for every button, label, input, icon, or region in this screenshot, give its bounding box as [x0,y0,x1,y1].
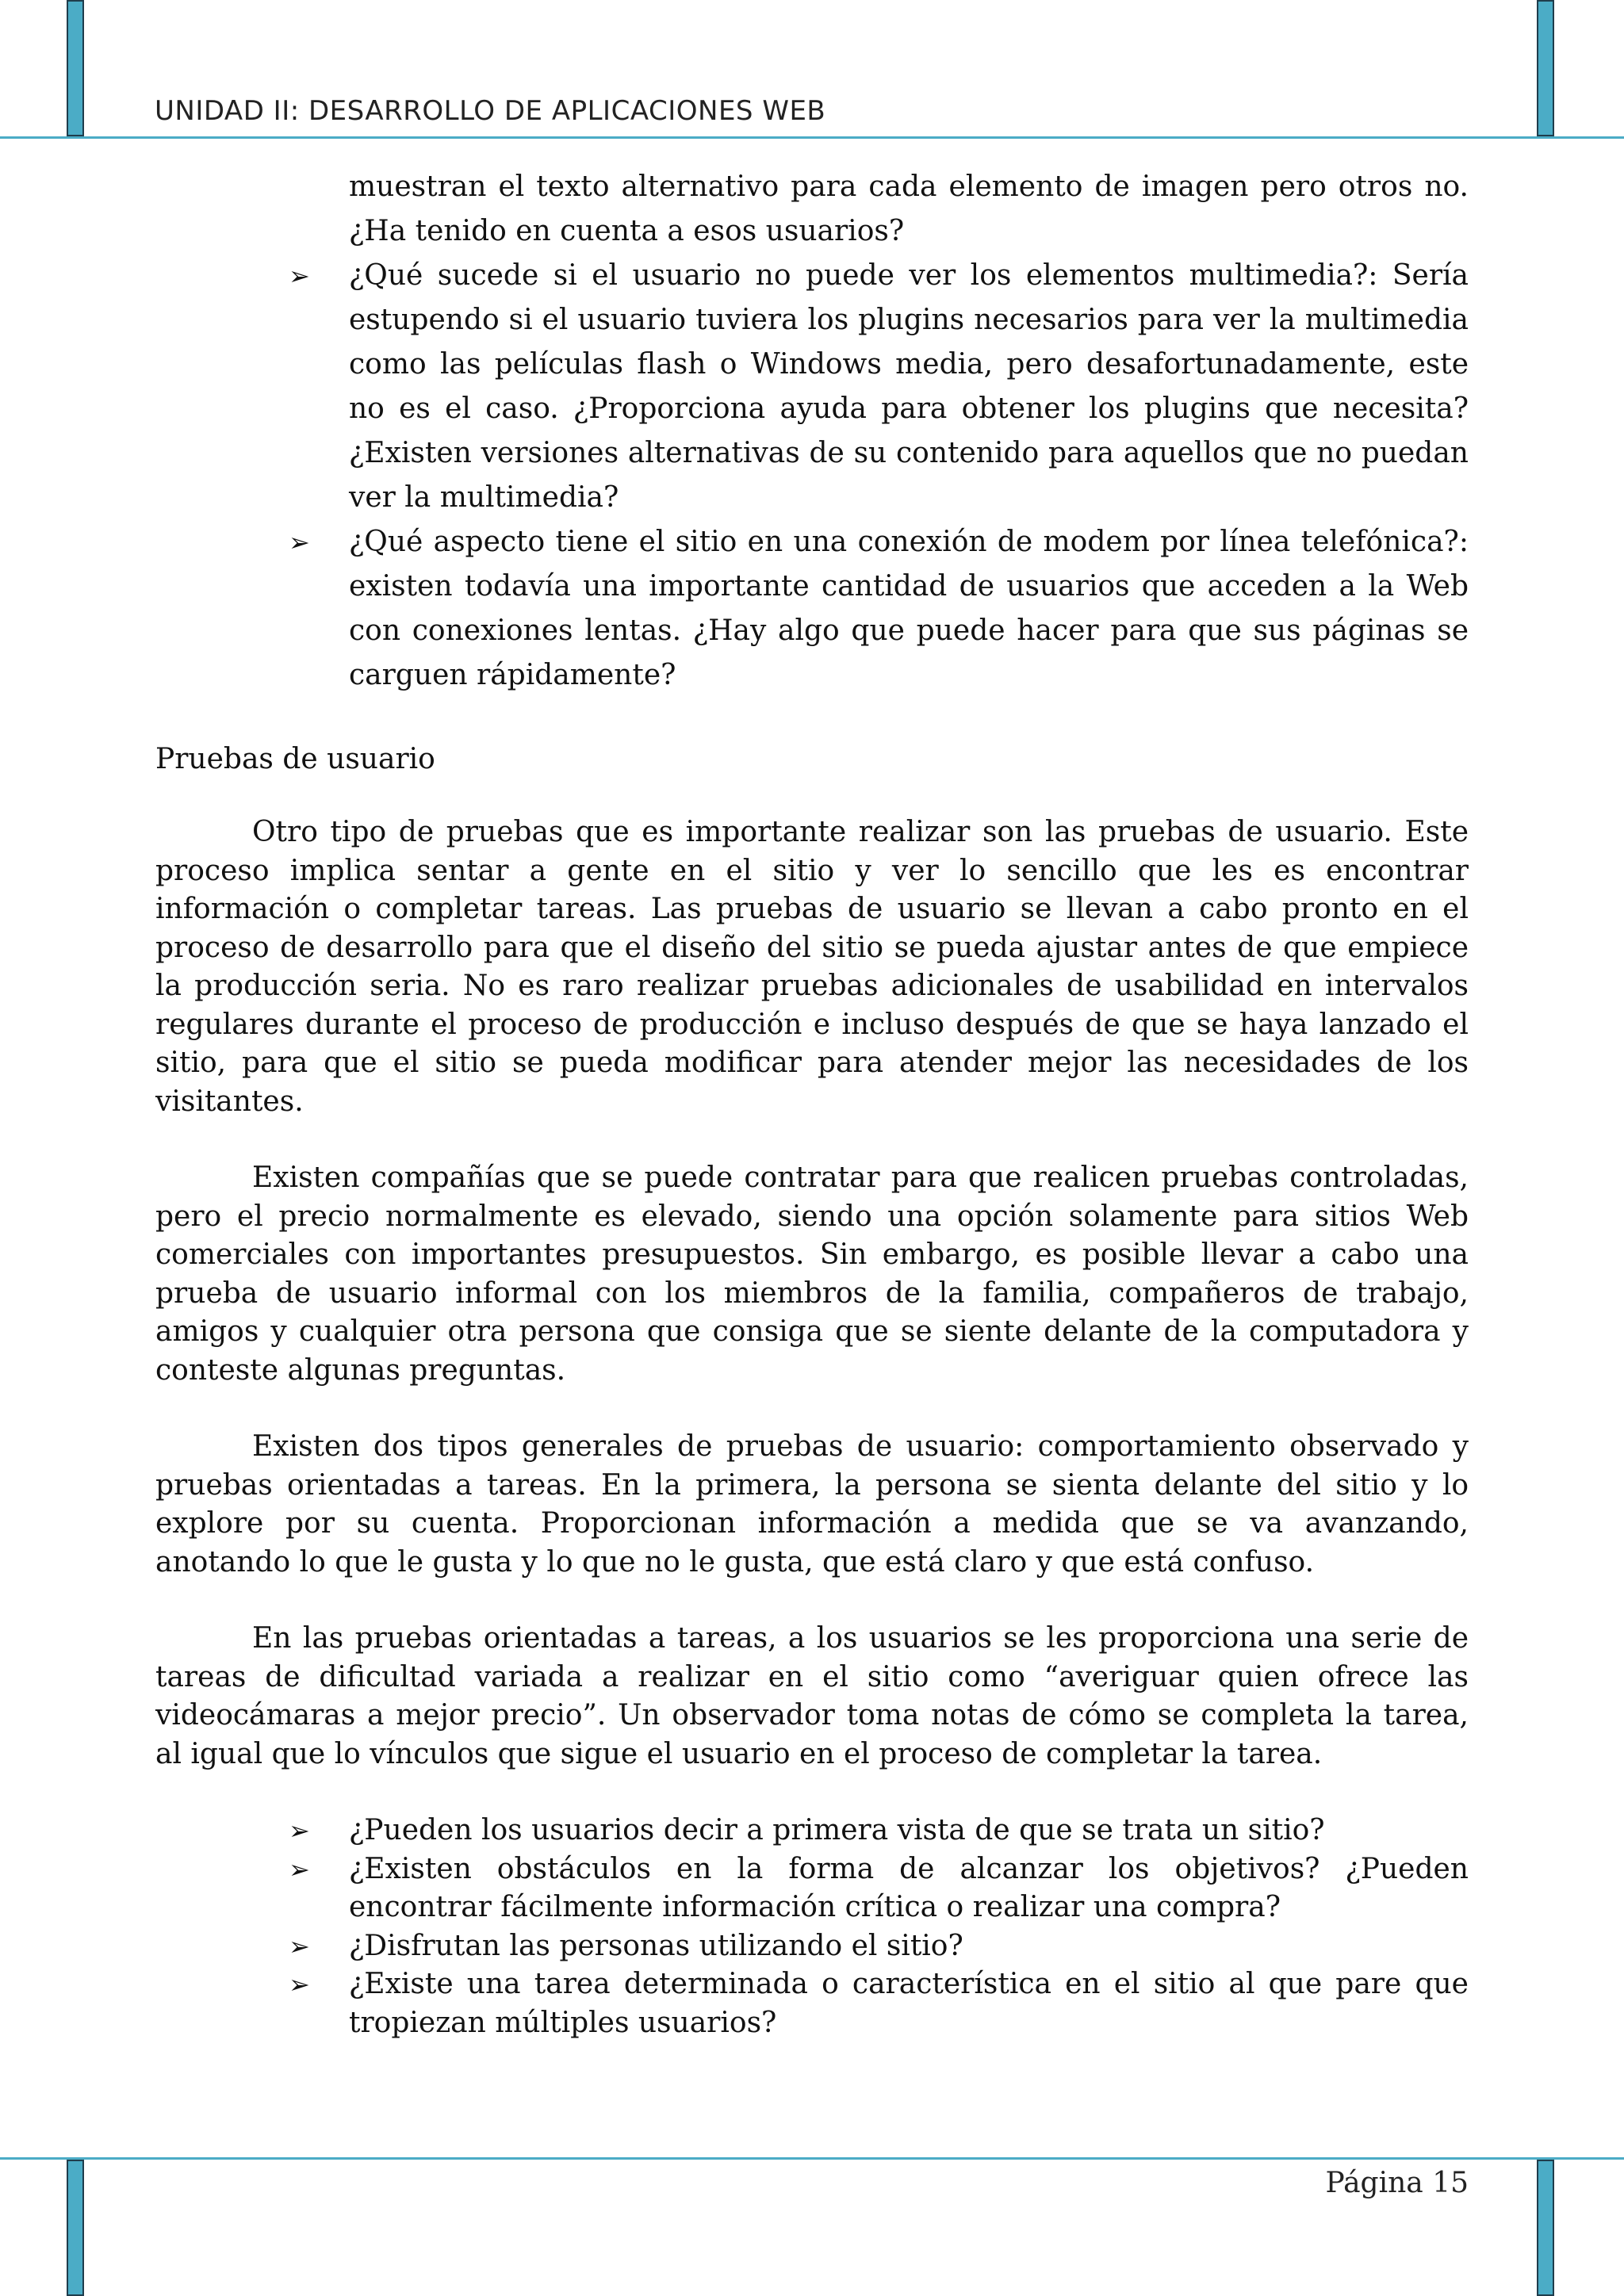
list-item-text: ¿Qué aspecto tiene el sitio en una conexión de modem por línea telefónica?: existen todavía una importante cantidad de usuarios que acceden a la Web con conexiones lentas. ¿Hay algo que puede hacer para que sus páginas se carguen rápidamente? [349,526,1469,691]
list-item-text: ¿Existen obstáculos en la forma de alcanzar los objetivos? ¿Pueden encontrar fácilmente información crítica o realizar una compra? [349,1852,1469,1923]
list-item-text: muestran el texto alternativo para cada elemento de imagen pero otros no. ¿Ha tenido en cuenta a esos usuarios? [349,170,1469,247]
list-item [155,165,1469,254]
arrow-bullet-icon: ➢ [289,261,310,291]
bullet-list-bottom [155,1812,1469,2042]
page-number: Página 15 [1325,2167,1469,2199]
list-item [155,1965,1469,2042]
footer-right-bar [1537,2160,1554,2296]
list-item [155,520,1469,698]
arrow-bullet-icon: ➢ [289,1931,310,1961]
list-item [155,254,1469,520]
list-item [155,1927,1469,1966]
footer-left-bar [67,2160,84,2296]
list-item [155,1850,1469,1927]
header-title: UNIDAD II: DESARROLLO DE APLICACIONES WEB [155,95,826,127]
list-item-text: ¿Existe una tarea determinada o característica en el sitio al que pare que tropiezan múltiples usuarios? [349,1968,1469,2039]
bullet-list-top [155,165,1469,698]
list-item-text: ¿Qué sucede si el usuario no puede ver los elementos multimedia?: Sería estupendo si el usuario tuviera los plugins necesarios para ver la multimedia como las películas flash o Windows media, pero desafortunadamente, este no es el caso. ¿Proporciona ayuda para obtener los plugins que necesita? ¿Existen versiones alternativas de su contenido para aquellos que no puedan ver la multimedia? [349,259,1469,514]
paragraph: Otro tipo de pruebas que es importante realizar son las pruebas de usuario. Este proceso implica sentar a gente en el sitio y ver lo sencillo que les es encontrar información o completar tareas. Las pruebas de usuario se llevan a cabo pronto en el proceso de desarrollo para que el diseño del sitio se pueda ajustar antes de que empiece la producción seria. No es raro realizar pruebas adicionales de usabilidad en intervalos regulares durante el proceso de producción e incluso después de que se haya lanzado el sitio, para que el sitio se pueda modificar para atender mejor las necesidades de los visitantes. [155,816,1469,1118]
arrow-bullet-icon: ➢ [289,527,310,557]
header-rule [0,136,1624,139]
arrow-bullet-icon: ➢ [289,1969,310,1999]
section-heading: Pruebas de usuario [155,743,435,775]
footer-rule [0,2157,1624,2160]
arrow-bullet-icon: ➢ [289,1854,310,1885]
header-right-bar [1537,0,1554,136]
paragraph: En las pruebas orientadas a tareas, a los usuarios se les proporciona una serie de tareas de dificultad variada a realizar en el sitio como “averiguar quien ofrece las videocámaras a mejor precio”. Un observador toma notas de cómo se completa la tarea, al igual que lo vínculos que sigue el usuario en el proceso de completar la tarea. [155,1622,1469,1770]
paragraph: Existen compañías que se puede contratar para que realicen pruebas controladas, pero el precio normalmente es elevado, siendo una opción solamente para sitios Web comerciales con importantes presupuestos. Sin embargo, es posible llevar a cabo una prueba de usuario informal con los miembros de la familia, compañeros de trabajo, amigos y cualquier otra persona que consiga que se siente delante de la computadora y conteste algunas preguntas. [155,1161,1469,1387]
arrow-bullet-icon: ➢ [289,1816,310,1846]
header-left-bar [67,0,84,136]
page-content [155,165,1469,2042]
list-item-text: ¿Disfrutan las personas utilizando el sitio? [349,1929,963,1962]
list-item [155,1812,1469,1850]
paragraph: Existen dos tipos generales de pruebas de usuario: comportamiento observado y pruebas orientadas a tareas. En la primera, la persona se sienta delante del sitio y lo explore por su cuenta. Proporcionan información a medida que se va avanzando, anotando lo que le gusta y lo que no le gusta, que está claro y que está confuso. [155,1430,1469,1578]
list-item-text: ¿Pueden los usuarios decir a primera vista de que se trata un sitio? [349,1814,1325,1846]
